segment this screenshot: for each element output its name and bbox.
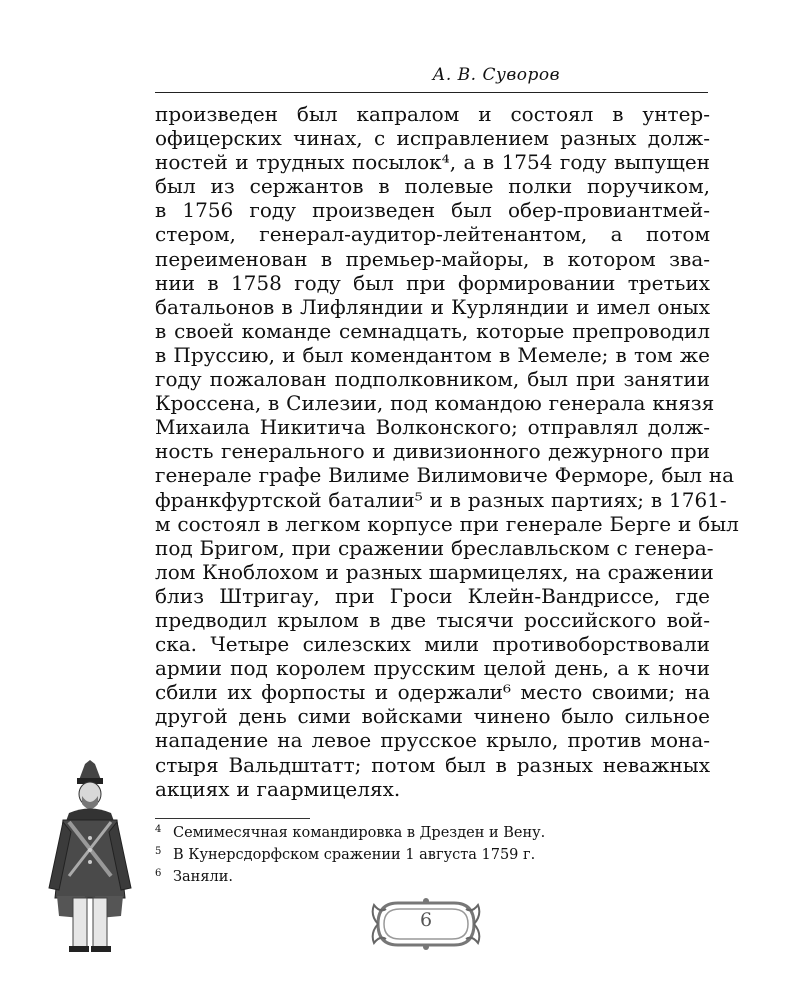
text-line: в Пруссию, и был комендантом в Мемеле; в том же xyxy=(155,342,710,367)
body-text xyxy=(155,102,739,801)
text-line: ностей и трудных посылок⁴, а в 1754 году выпущен xyxy=(155,150,710,175)
text-line: франкфуртской баталии⁵ и в разных партиях; в 1761- xyxy=(155,487,727,512)
text-line: нападение на левое прусское крыло, против мона- xyxy=(155,728,710,753)
footnote-number: 4 xyxy=(155,824,162,835)
text-line: произведен был капралом и состоял в унтер- xyxy=(155,102,710,126)
text-line: в 1756 году произведен был обер-провиантмей- xyxy=(155,198,710,223)
text-line: армии под королем прусским целой день, а к ночи xyxy=(155,656,710,681)
text-line: сбили их форпосты и одержали⁶ место своими; на xyxy=(155,680,710,705)
text-line: предводил крылом в две тысячи российского вой- xyxy=(155,607,710,632)
footnote xyxy=(155,844,715,866)
footnote-number: 6 xyxy=(155,868,162,879)
text-line: году пожалован подполковником, был при занятии xyxy=(155,367,710,392)
text-line: Кроссена, в Силезии, под командою генерала князя xyxy=(155,391,715,416)
text-line: акциях и гаармицелях. xyxy=(155,776,401,801)
text-line: переименован в премьер-майоры, в котором зва- xyxy=(155,246,710,271)
text-line: нии в 1758 году был при формировании третьих xyxy=(155,270,710,295)
footnote-text: В Кунерсдорфском сражении 1 августа 1759 г. xyxy=(173,847,536,863)
footnote-text: Семимесячная командировка в Дрезден и Вену. xyxy=(173,825,546,841)
text-line: ность генерального и дивизионного дежурного при xyxy=(155,439,710,464)
text-line: близ Штригау, при Гроси Клейн-Вандриссе, где xyxy=(155,583,710,608)
soldier-figure-icon xyxy=(35,758,145,958)
text-line: батальонов в Лифляндии и Курляндии и имел оных xyxy=(155,294,710,319)
running-header: А. В. Суворов xyxy=(432,65,560,85)
text-line: ска. Четыре силезских мили противоборствовали xyxy=(155,632,710,657)
text-line: был из сержантов в полевые полки поручиком, xyxy=(155,174,710,199)
footnote xyxy=(155,866,715,888)
footnote-number: 5 xyxy=(155,846,162,857)
footnote-text: Заняли. xyxy=(173,869,233,885)
text-line: в своей команде семнадцать, которые препроводил xyxy=(155,318,710,343)
footnote-rule xyxy=(155,818,310,819)
text-line: стером, генерал-аудитор-лейтенантом, а потом xyxy=(155,222,710,247)
text-line: стыря Вальдштатт; потом был в разных неважных xyxy=(155,752,710,777)
footnote xyxy=(155,822,715,844)
text-line: генерале графе Вилиме Вилимовиче Ферморе, был на xyxy=(155,463,735,488)
text-line: под Бригом, при сражении бреславльском с генера- xyxy=(155,535,714,560)
text-line: лом Кноблохом и разных шармицелях, на сражении xyxy=(155,559,714,584)
text-line: другой день сими войсками чинено было сильное xyxy=(155,704,710,729)
footnotes xyxy=(155,822,715,888)
text-line: м состоял в легком корпусе при генерале Берге и был xyxy=(155,511,739,536)
page-number: 6 xyxy=(419,909,433,931)
text-line: Михаила Никитича Волконского; отправлял долж- xyxy=(155,415,710,440)
text-line: офицерских чинах, с исправлением разных долж- xyxy=(155,126,710,151)
header-rule xyxy=(155,92,708,93)
